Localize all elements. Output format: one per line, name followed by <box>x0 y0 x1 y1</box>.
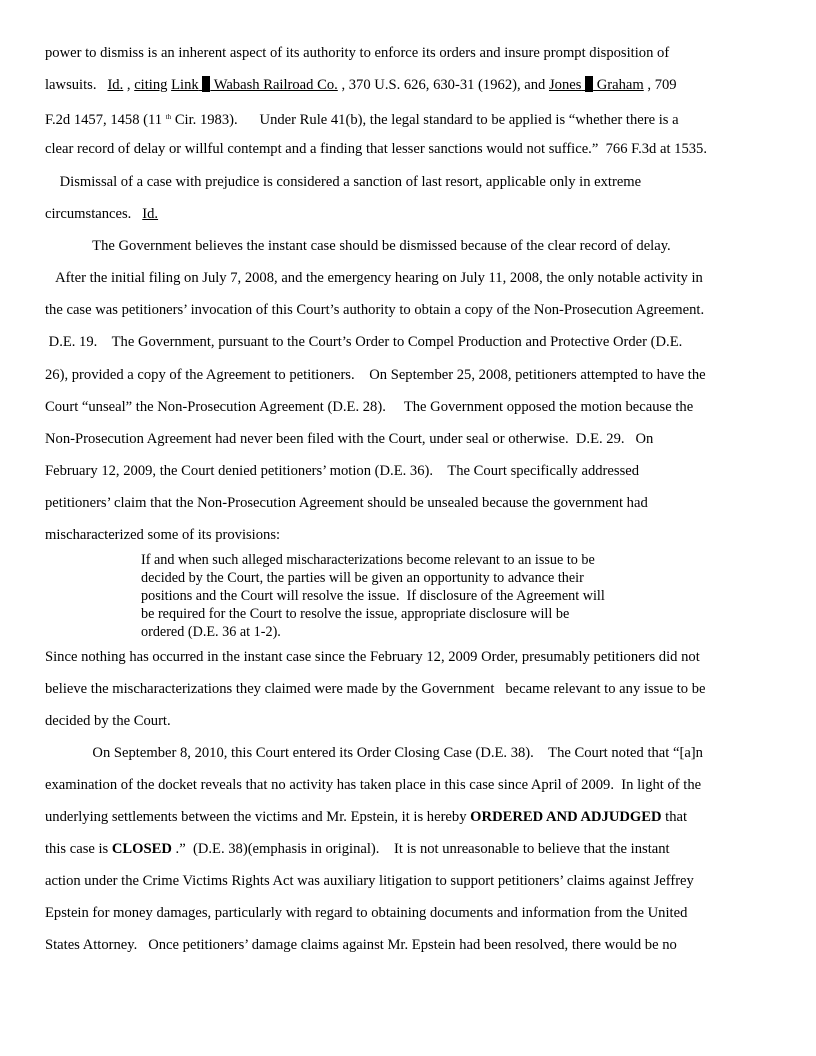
superscript-th: th <box>165 113 172 121</box>
text-line-1: power to dismiss is an inherent aspect of its authority to enforce its orders and insure prompt disposition of <box>45 45 670 61</box>
case-name-jones: Jones Graham <box>549 77 644 93</box>
text-line-10: D.E. 19. The Government, pursuant to the Court’s Order to Compel Production and Protective Order (D.E. <box>45 334 683 350</box>
text-segment: , 709 <box>643 77 677 93</box>
text-line-24: action under the Crime Victims Rights Act was auxiliary litigation to support petitioners’ claims against Jeffrey <box>45 873 694 889</box>
text-segment: lawsuits. <box>45 77 108 93</box>
quote-line: be required for the Court to resolve the issue, appropriate disclosure will be <box>141 606 570 622</box>
text-line-5: Dismissal of a case with prejudice is considered a sanction of last resort, applicable only in extreme <box>45 174 642 190</box>
redaction-mark <box>585 76 593 92</box>
text-line-8: After the initial filing on July 7, 2008, and the emergency hearing on July 11, 2008, the only notable activity in <box>45 270 703 286</box>
text-line-9: the case was petitioners’ invocation of this Court’s authority to obtain a copy of the Non-Prosecution Agreement. <box>45 302 705 318</box>
text-line-20: On September 8, 2010, this Court entered its Order Closing Case (D.E. 38). The Court noted that “[a]n <box>45 745 703 761</box>
text-line-18: believe the mischaracterizations they claimed were made by the Government became relevant to any issue to be <box>45 681 706 697</box>
text-line-22: underlying settlements between the victims and Mr. Epstein, it is hereby ORDERED AND ADJUDGED that <box>45 809 688 825</box>
quote-line: ordered (D.E. 36 at 1-2). <box>141 624 281 640</box>
text-line-6: circumstances. Id. <box>45 206 159 222</box>
block-quote <box>141 551 681 641</box>
text-line-13: Non-Prosecution Agreement had never been filed with the Court, under seal or otherwise. D.E. 29. On <box>45 431 654 447</box>
text-line-25: Epstein for money damages, particularly with regard to obtaining documents and information from the United <box>45 905 688 921</box>
signal-citing: citing <box>134 77 168 93</box>
text-line-16: mischaracterized some of its provisions: <box>45 527 281 543</box>
bold-ordered-adjudged: ORDERED AND ADJUDGED <box>470 809 662 825</box>
quote-line: If and when such alleged mischaracterizations become relevant to an issue to be <box>141 552 595 568</box>
text-line-2 <box>45 76 677 94</box>
citation-id: Id. <box>142 206 159 222</box>
text-line-12: Court “unseal” the Non-Prosecution Agreement (D.E. 28). The Government opposed the motion because the <box>45 399 694 415</box>
text-line-3: F.2d 1457, 1458 (11 $^{th}$ Cir. 1983). Under Rule 41(b), the legal standard to be applied is “whether there is a <box>45 112 679 128</box>
case-name-link: Link Wabash Railroad Co. <box>171 77 338 93</box>
text-line-14: February 12, 2009, the Court denied petitioners’ motion (D.E. 36). The Court specifically addressed <box>45 463 640 479</box>
quote-line: positions and the Court will resolve the issue. If disclosure of the Agreement will <box>141 588 605 604</box>
text-segment: , 370 U.S. 626, 630-31 (1962), and <box>337 77 549 93</box>
text-line-26: States Attorney. Once petitioners’ damage claims against Mr. Epstein had been resolved, there would be no <box>45 937 677 953</box>
quote-line: decided by the Court, the parties will be given an opportunity to advance their <box>141 570 584 586</box>
text-line-15: petitioners’ claim that the Non-Prosecution Agreement should be unsealed because the government had <box>45 495 648 511</box>
citation-id: Id. <box>107 77 124 93</box>
text-line-21: examination of the docket reveals that no activity has taken place in this case since April of 2009. In light of the <box>45 777 702 793</box>
bold-closed: CLOSED <box>111 841 172 857</box>
text-line-23: this case is CLOSED .” (D.E. 38)(emphasis in original). It is not unreasonable to believe that the instant <box>45 841 670 857</box>
text-line-7: The Government believes the instant case should be dismissed because of the clear record of delay. <box>45 238 671 254</box>
text-line-17: Since nothing has occurred in the instant case since the February 12, 2009 Order, presumably petitioners did not <box>45 649 700 665</box>
text-segment: , <box>123 77 135 93</box>
text-line-11: 26), provided a copy of the Agreement to petitioners. On September 25, 2008, petitioners attempted to have the <box>45 367 706 383</box>
text-line-4: clear record of delay or willful contempt and a finding that lesser sanctions would not suffice.” 766 F.3d at 1535. <box>45 141 707 157</box>
text-line-19: decided by the Court. <box>45 713 171 729</box>
